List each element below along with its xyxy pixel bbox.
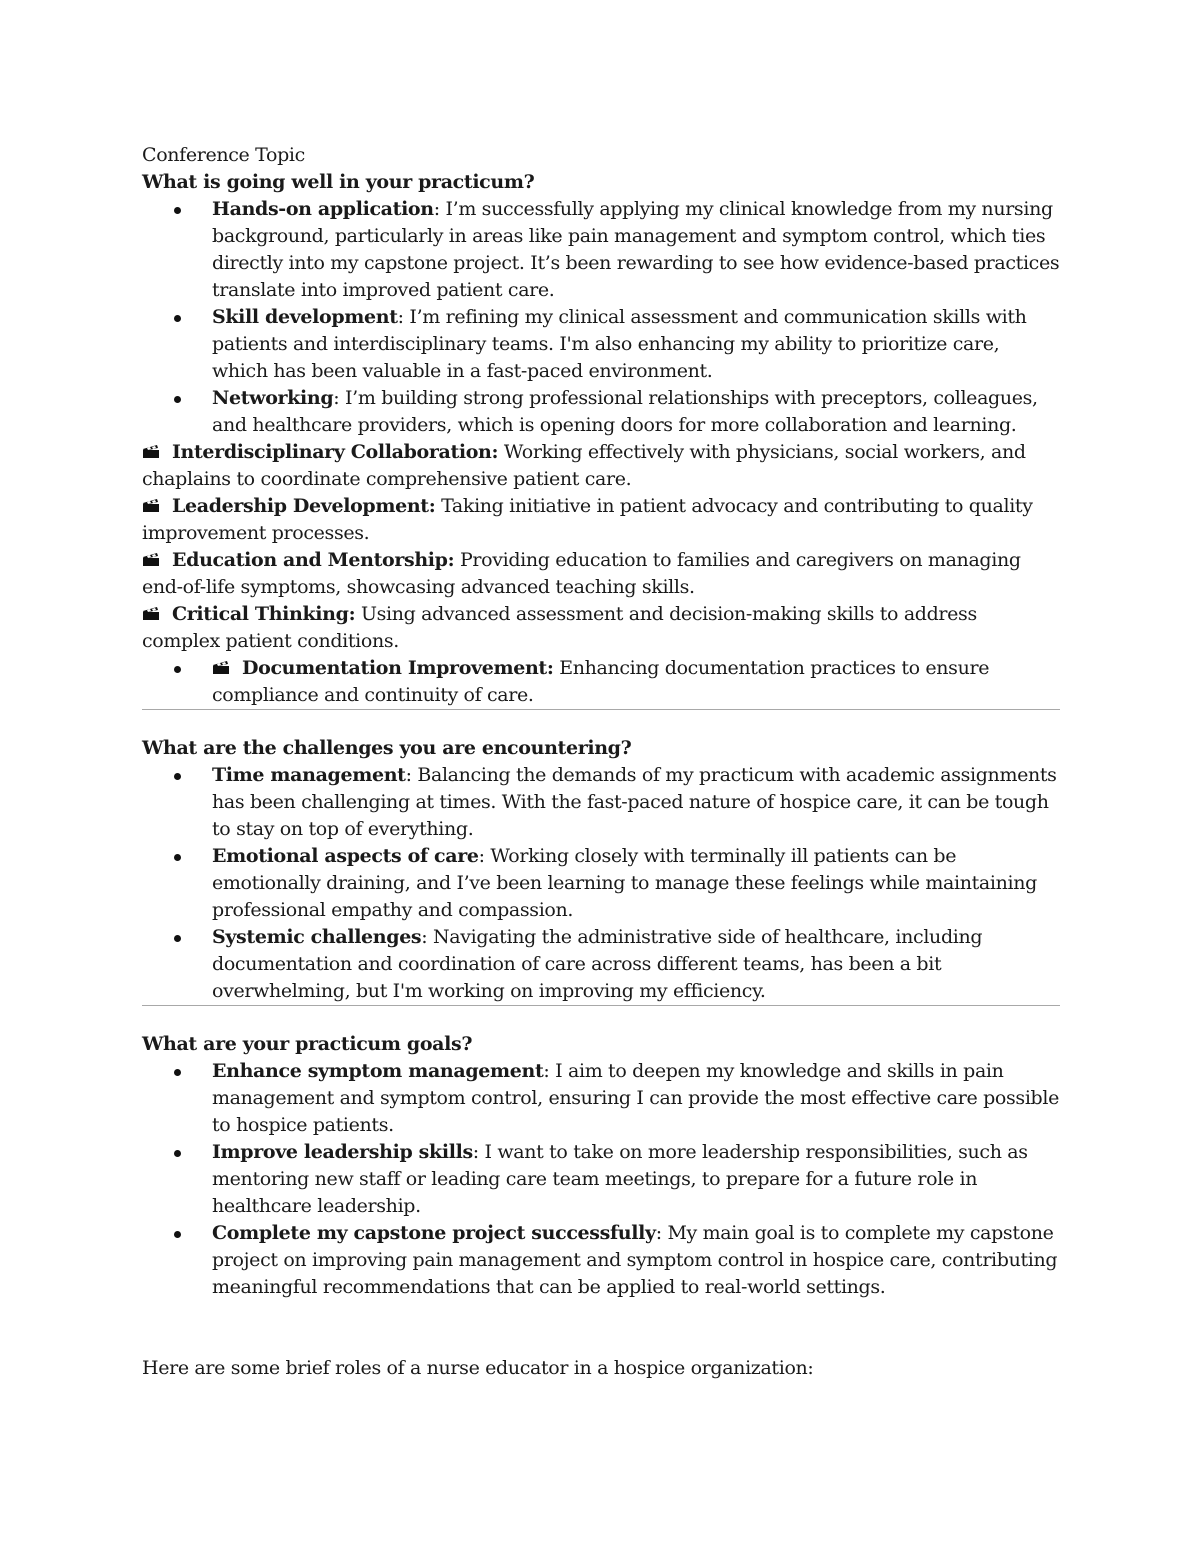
- clapperboard-icon: [142, 498, 160, 513]
- bullet-icon: [174, 666, 181, 673]
- item-term: Hands-on application: [212, 198, 434, 220]
- item-text: : Balancing the demands of my practicum with academic assignments has been challenging at times. With the fast-paced nature of hospice care, it can be tough to stay on top of everything.: [212, 764, 1057, 840]
- clapperboard-icon: [142, 444, 160, 459]
- item-text: Taking initiative in patient advocacy and contributing to quality improvement processes.: [142, 495, 1033, 544]
- item-text: Providing education to families and caregivers on managing end-of-life symptoms, showcasing advanced teaching skills.: [142, 549, 1021, 598]
- item-text: : I want to take on more leadership responsibilities, such as mentoring new staff or leading care team meetings, to prepare for a future role in healthcare leadership.: [212, 1141, 1028, 1217]
- goals-heading: What are your practicum goals?: [142, 1033, 473, 1055]
- item-term: Emotional aspects of care: [212, 845, 479, 867]
- item-term: Time management: [212, 764, 406, 786]
- item-term: Networking: [212, 387, 334, 409]
- bullet-icon: [174, 773, 181, 780]
- item-term: Documentation Improvement:: [242, 657, 554, 679]
- bullet-icon: [174, 1069, 181, 1076]
- challenges-list: [142, 762, 1060, 1005]
- item-text: Using advanced assessment and decision-making skills to address complex patient conditions.: [142, 603, 977, 652]
- item-term: Skill development: [212, 306, 398, 328]
- conference-topic-label: Conference Topic: [142, 144, 305, 166]
- list-item: [142, 762, 1060, 843]
- item-term: Enhance symptom management: [212, 1060, 544, 1082]
- item-text: : I’m successfully applying my clinical knowledge from my nursing background, particularly in areas like pain management and symptom control, which ties directly into my capstone project. It’s been rewarding to see how evidence-based practices translate into improved patient care.: [212, 198, 1060, 301]
- clap-item: [142, 493, 1060, 547]
- clapperboard-icon: [212, 660, 230, 675]
- item-term: Complete my capstone project successfully: [212, 1222, 656, 1244]
- list-item: [142, 196, 1060, 304]
- clapperboard-icon: [142, 552, 160, 567]
- list-item: [142, 385, 1060, 439]
- list-item: [142, 655, 1060, 709]
- bullet-icon: [174, 854, 181, 861]
- item-text: : Working closely with terminally ill patients can be emotionally draining, and I’ve been learning to manage these feelings while maintaining professional empathy and compassion.: [212, 845, 1037, 921]
- clapperboard-icon: [142, 606, 160, 621]
- list-item: [142, 843, 1060, 924]
- clap-bullet-list: [142, 655, 1060, 709]
- going-well-heading: What is going well in your practicum?: [142, 171, 535, 193]
- closing-line: Here are some brief roles of a nurse educator in a hospice organization:: [142, 1357, 814, 1379]
- bullet-icon: [174, 315, 181, 322]
- bullet-icon: [174, 1231, 181, 1238]
- bullet-icon: [174, 1150, 181, 1157]
- bullet-icon: [174, 396, 181, 403]
- list-item: [142, 1220, 1060, 1301]
- list-item: [142, 1139, 1060, 1220]
- clap-item: [142, 547, 1060, 601]
- item-text: : I’m building strong professional relationships with preceptors, colleagues, and healthcare providers, which is opening doors for more collaboration and learning.: [212, 387, 1038, 436]
- item-term: Interdisciplinary Collaboration:: [172, 441, 499, 463]
- list-item: [142, 1058, 1060, 1139]
- bullet-icon: [174, 935, 181, 942]
- item-term: Critical Thinking:: [172, 603, 356, 625]
- item-text: Working effectively with physicians, social workers, and chaplains to coordinate comprehensive patient care.: [142, 441, 1026, 490]
- going-well-list: [142, 196, 1060, 439]
- item-term: Improve leadership skills: [212, 1141, 473, 1163]
- item-term: Education and Mentorship:: [172, 549, 455, 571]
- bullet-icon: [174, 207, 181, 214]
- document-page: [142, 142, 1060, 1382]
- item-text: : I’m refining my clinical assessment and communication skills with patients and interdisciplinary teams. I'm also enhancing my ability to prioritize care, which has been valuable in a fast-paced environment.: [212, 306, 1027, 382]
- item-text: Enhancing documentation practices to ensure compliance and continuity of care.: [212, 657, 990, 706]
- clap-item: [142, 439, 1060, 493]
- item-text: : My main goal is to complete my capstone project on improving pain management and symptom control in hospice care, contributing meaningful recommendations that can be applied to real-world settings.: [212, 1222, 1058, 1298]
- item-text: : Navigating the administrative side of healthcare, including documentation and coordination of care across different teams, has been a bit overwhelming, but I'm working on improving my efficiency.: [212, 926, 983, 1002]
- goals-list: [142, 1058, 1060, 1301]
- item-term: Leadership Development:: [172, 495, 436, 517]
- item-term: Systemic challenges: [212, 926, 422, 948]
- list-item: [142, 924, 1060, 1005]
- clap-item: [142, 601, 1060, 655]
- challenges-heading: What are the challenges you are encountering?: [142, 737, 632, 759]
- list-item: [142, 304, 1060, 385]
- item-text: : I aim to deepen my knowledge and skills in pain management and symptom control, ensuring I can provide the most effective care possible to hospice patients.: [212, 1060, 1059, 1136]
